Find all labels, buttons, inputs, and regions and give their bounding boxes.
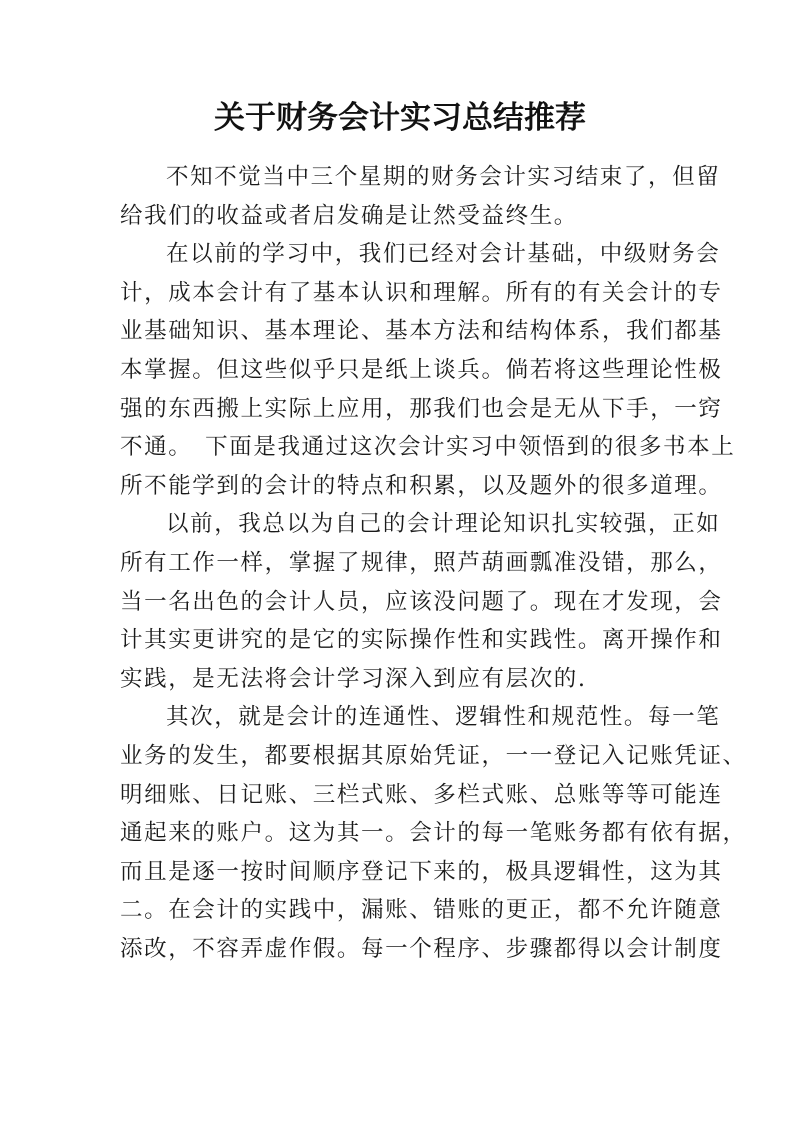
document-body <box>120 158 747 968</box>
text-line: 在以前的学习中，我们已经对会计基础，中级财务会 <box>166 241 721 268</box>
text-line: 当一名出色的会计人员，应该没问题了。现在才发现，会 <box>120 588 723 615</box>
text-line: 业基础知识、基本理论、基本方法和结构体系，我们都基 <box>120 318 723 345</box>
text-line: 所有工作一样，掌握了规律，照芦葫画瓢准没错，那么， <box>120 549 723 576</box>
text-line: 二。在会计的实践中，漏账、错账的更正，都不允许随意 <box>120 897 723 924</box>
text-line: 本掌握。但这些似乎只是纸上谈兵。倘若将这些理论性极 <box>120 356 723 383</box>
text-line: 其次，就是会计的连通性、逻辑性和规范性。每一笔 <box>166 704 721 731</box>
text-line: 所不能学到的会计的特点和积累，以及题外的很多道理。 <box>120 472 723 499</box>
text-line: 计，成本会计有了基本认识和理解。所有的有关会计的专 <box>120 279 723 306</box>
text-line: 给我们的收益或者启发确是让然受益终生。 <box>120 202 578 229</box>
document-title: 关于财务会计实习总结推荐 <box>214 100 586 136</box>
text-line: 业务的发生，都要根据其原始凭证，一一登记入记账凭证、 <box>120 742 747 769</box>
text-line: 计其实更讲究的是它的实际操作性和实践性。离开操作和 <box>120 627 723 654</box>
text-line: 而且是逐一按时间顺序登记下来的，极具逻辑性，这为其 <box>120 858 723 885</box>
text-line: 强的东西搬上实际上应用，那我们也会是无从下手，一窍 <box>120 395 723 422</box>
text-line: 以前，我总以为自己的会计理论知识扎实较强，正如 <box>166 511 721 538</box>
text-line: 明细账、日记账、三栏式账、多栏式账、总账等等可能连 <box>120 781 723 808</box>
text-line: 不通。 下面是我通过这次会计实习中领悟到的很多书本上 <box>120 434 736 461</box>
text-line: 通起来的账户。这为其一。会计的每一笔账务都有依有据， <box>120 820 747 847</box>
text-line: 添改，不容弄虚作假。每一个程序、步骤都得以会计制度 <box>120 935 723 962</box>
text-line: 不知不觉当中三个星期的财务会计实习结束了，但留 <box>166 164 721 190</box>
text-line: 实践，是无法将会计学习深入到应有层次的. <box>120 665 587 692</box>
